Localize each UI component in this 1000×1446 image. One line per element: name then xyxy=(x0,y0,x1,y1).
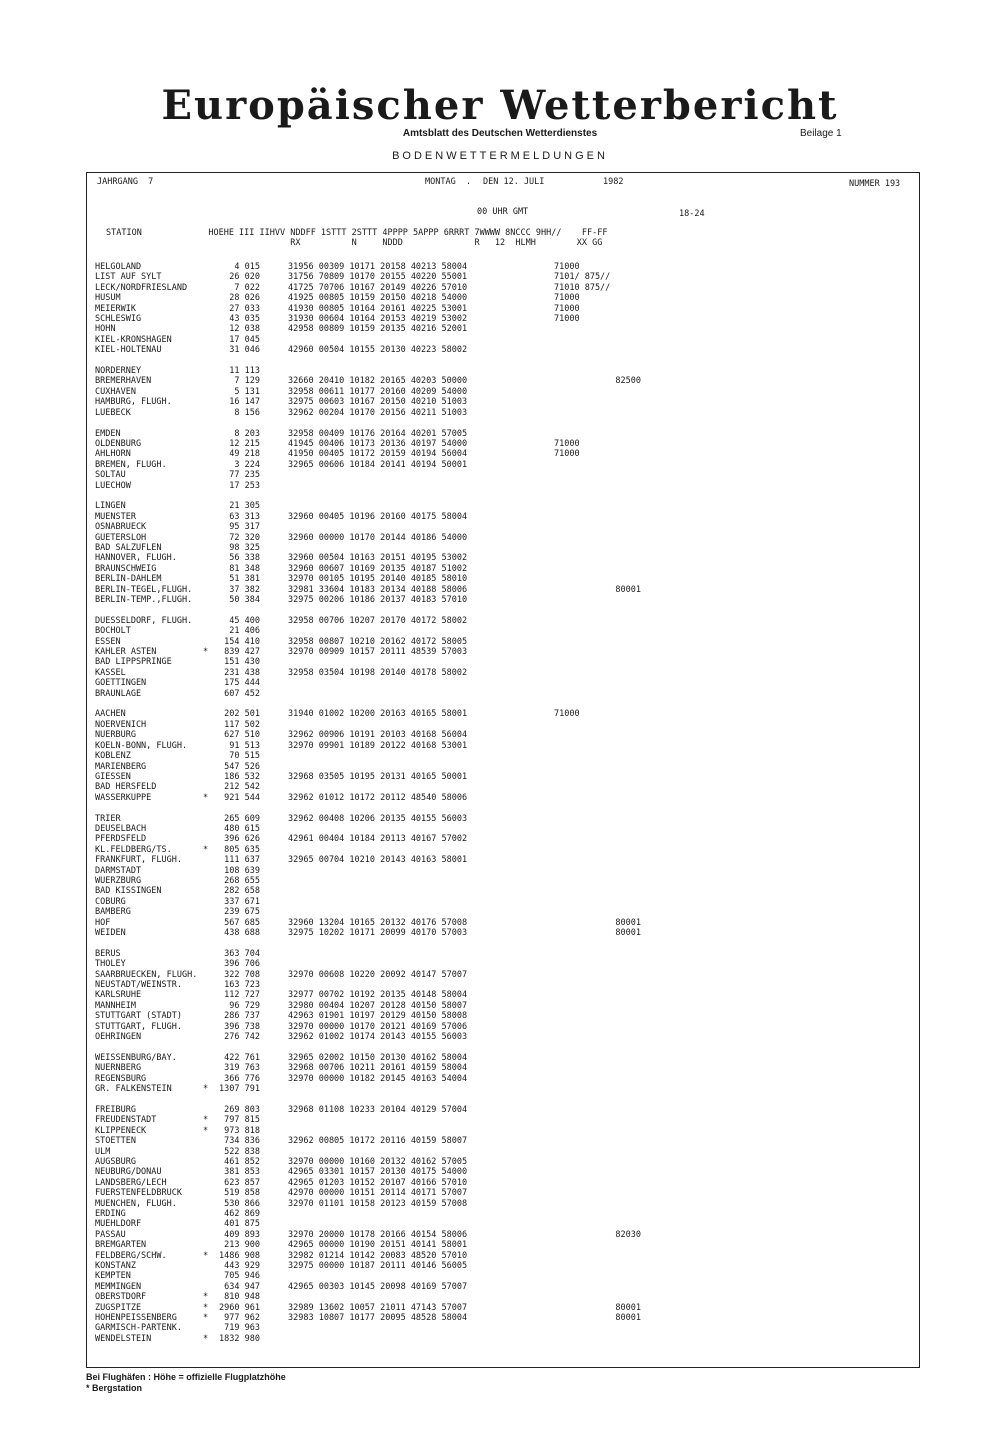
height-and-index: 719 963 xyxy=(219,1323,260,1334)
weekday-label: MONTAG . xyxy=(425,177,472,187)
height-and-index: 381 853 xyxy=(219,1167,260,1178)
station-name: LECK/NORDFRIESLAND xyxy=(95,282,188,293)
height-and-index: 396 706 xyxy=(219,959,260,970)
height-and-index: 154 410 xyxy=(219,636,260,647)
height-and-index: 4 015 xyxy=(219,262,260,272)
height-and-index: 28 026 xyxy=(219,293,260,304)
synop-groups: 32968 03505 10195 20131 40165 50001 xyxy=(288,771,468,782)
synop-groups: 31756 70809 10170 20155 40220 55001 xyxy=(288,272,468,283)
height-and-index: 462 869 xyxy=(219,1208,260,1219)
height-and-index: 461 852 xyxy=(219,1156,260,1167)
mountain-station-marker: * xyxy=(203,1115,209,1126)
height-and-index: 921 544 xyxy=(219,792,260,803)
station-name: TRIER xyxy=(95,813,121,824)
synop-groups: 42965 00000 10190 20151 40141 58001 xyxy=(288,1240,468,1251)
height-and-index: 530 866 xyxy=(219,1198,260,1209)
synop-groups: 32989 13602 10057 21011 47143 57007 xyxy=(288,1302,468,1313)
synop-groups: 32983 10807 10177 20095 48528 58004 xyxy=(288,1313,468,1324)
height-and-index: 202 501 xyxy=(219,709,260,720)
station-name: KEMPTEN xyxy=(95,1271,131,1282)
supplement-label: Beilage 1 xyxy=(800,128,842,139)
station-name: ESSEN xyxy=(95,636,121,647)
page-title: Europäischer Wetterbericht xyxy=(161,82,839,129)
station-name: LANDSBERG/LECH xyxy=(95,1177,167,1188)
height-and-index: 21 406 xyxy=(219,626,260,637)
synop-groups: 32975 00603 10167 20150 40210 51003 xyxy=(288,397,468,408)
mountain-station-marker: * xyxy=(203,1333,209,1344)
height-and-index: 567 685 xyxy=(219,917,260,928)
station-name: LUECHOW xyxy=(95,480,131,491)
synop-groups: 31956 00309 10171 20158 40213 58004 xyxy=(288,262,468,272)
extra-groups: 7101/ 875// xyxy=(554,272,611,283)
synop-groups: 32962 01002 10174 20143 40155 56003 xyxy=(288,1032,468,1043)
height-and-index: 396 738 xyxy=(219,1021,260,1032)
volume-label: JAHRGANG 7 xyxy=(97,177,154,187)
height-and-index: 8 203 xyxy=(219,428,260,439)
station-name: ZUGSPITZE xyxy=(95,1302,142,1313)
height-and-index: 213 900 xyxy=(219,1240,260,1251)
synop-groups: 32958 00807 10210 20162 40172 58005 xyxy=(288,636,468,647)
height-and-index: 282 658 xyxy=(219,886,260,897)
station-name: HOF xyxy=(95,917,111,928)
height-and-index: 50 384 xyxy=(219,595,260,605)
station-name: HANNOVER, FLUGH. xyxy=(95,553,177,564)
height-and-index: 63 313 xyxy=(219,511,260,522)
station-name: MUEHLDORF xyxy=(95,1219,142,1230)
column-header-line-2: RX N NDDD R 12 HLMH XX GG xyxy=(106,238,603,248)
station-name: BAMBERG xyxy=(95,907,131,918)
extra-groups: 71000 xyxy=(554,314,580,325)
height-and-index: 77 235 xyxy=(219,470,260,481)
extra-groups: 80001 xyxy=(554,917,641,928)
station-name: MANNHEIM xyxy=(95,1000,136,1011)
height-and-index: 522 838 xyxy=(219,1146,260,1157)
mountain-station-marker: * xyxy=(203,1313,209,1324)
station-name: KONSTANZ xyxy=(95,1261,136,1271)
station-name: MEMMINGEN xyxy=(95,1281,142,1292)
mountain-station-marker: * xyxy=(203,1250,209,1261)
station-name: GUETERSLOH xyxy=(95,532,147,543)
station-name: KARLSRUHE xyxy=(95,990,142,1001)
height-and-index: 480 615 xyxy=(219,823,260,834)
height-and-index: 49 218 xyxy=(219,449,260,460)
station-name: KOELN-BONN, FLUGH. xyxy=(95,740,188,751)
synop-groups: 32965 02002 10150 20130 40162 58004 xyxy=(288,1052,468,1063)
station-name: ULM xyxy=(95,1146,111,1157)
station-name: DARMSTADT xyxy=(95,865,142,876)
station-name: SCHLESWIG xyxy=(95,314,142,325)
height-and-index: 212 542 xyxy=(219,782,260,793)
height-and-index: 12 215 xyxy=(219,438,260,449)
height-and-index: 2960 961 xyxy=(219,1302,260,1313)
synop-groups: 32975 00000 10187 20111 40146 56005 xyxy=(288,1261,468,1271)
date-label: DEN 12. JULI xyxy=(483,177,545,187)
height-and-index: 117 502 xyxy=(219,719,260,730)
station-name: MARIENBERG xyxy=(95,761,147,772)
height-and-index: 363 704 xyxy=(219,948,260,959)
station-name: WEIDEN xyxy=(95,928,126,938)
extra-groups: 80001 xyxy=(554,1302,641,1313)
station-name: GARMISCH-PARTENK. xyxy=(95,1323,182,1334)
synop-groups: 41950 00405 10172 20159 40194 56004 xyxy=(288,449,468,460)
synop-groups: 32965 00704 10210 20143 40163 58001 xyxy=(288,855,468,866)
height-and-index: 163 723 xyxy=(219,980,260,991)
synop-groups: 32980 00404 10207 20128 40150 58007 xyxy=(288,1000,468,1011)
station-name: WUERZBURG xyxy=(95,875,142,886)
height-and-index: 810 948 xyxy=(219,1292,260,1303)
height-and-index: 27 033 xyxy=(219,303,260,314)
mountain-station-marker: * xyxy=(203,1125,209,1136)
height-and-index: 108 639 xyxy=(219,865,260,876)
station-name: HAMBURG, FLUGH. xyxy=(95,397,172,408)
station-name: OBERSTDORF xyxy=(95,1292,147,1303)
height-and-index: 8 156 xyxy=(219,407,260,418)
height-and-index: 37 382 xyxy=(219,584,260,595)
synop-groups: 41725 70706 10167 20149 40226 57010 xyxy=(288,282,468,293)
issue-number: NUMMER 193 xyxy=(849,179,901,189)
station-name: MUENSTER xyxy=(95,511,136,522)
station-name: LINGEN xyxy=(95,501,126,512)
synop-groups: 32965 00606 10184 20141 40194 50001 xyxy=(288,459,468,470)
extra-groups: 80001 xyxy=(554,584,641,595)
height-and-index: 286 737 xyxy=(219,1011,260,1022)
synop-groups: 41925 00805 10159 20150 40218 54000 xyxy=(288,293,468,304)
height-and-index: 51 381 xyxy=(219,574,260,585)
synop-groups: 32970 00000 10182 20145 40163 54004 xyxy=(288,1073,468,1084)
station-name: BREMERHAVEN xyxy=(95,376,152,387)
mountain-station-marker: * xyxy=(203,1302,209,1313)
station-name: BERLIN-DAHLEM xyxy=(95,574,162,585)
height-and-index: 337 671 xyxy=(219,896,260,907)
height-and-index: 3 224 xyxy=(219,459,260,470)
synop-groups: 42958 00809 10159 20135 40216 52001 xyxy=(288,324,468,335)
station-name: WEISSENBURG/BAY. xyxy=(95,1052,177,1063)
station-name: BREMGARTEN xyxy=(95,1240,147,1251)
synop-groups: 32960 00607 10169 20135 40187 51002 xyxy=(288,563,468,574)
synop-groups: 32960 00000 10170 20144 40186 54000 xyxy=(288,532,468,543)
synop-groups: 32970 00000 10170 20121 40169 57006 xyxy=(288,1021,468,1032)
synop-groups: 32962 00805 10172 20116 40159 58007 xyxy=(288,1136,468,1147)
station-name: GIESSEN xyxy=(95,771,131,782)
height-and-index: 16 147 xyxy=(219,397,260,408)
synop-groups: 32977 00702 10192 20135 40148 58004 xyxy=(288,990,468,1001)
synop-groups: 31940 01002 10200 20163 40165 58001 xyxy=(288,709,468,720)
station-name: AUGSBURG xyxy=(95,1156,136,1167)
station-name: HELGOLAND xyxy=(95,262,142,272)
height-and-index: 547 526 xyxy=(219,761,260,772)
extra-groups: 71000 xyxy=(554,709,580,720)
height-and-index: 839 427 xyxy=(219,647,260,658)
station-name: OSNABRUECK xyxy=(95,522,147,533)
station-name: NOERVENICH xyxy=(95,719,147,730)
station-name: REGENSBURG xyxy=(95,1073,147,1084)
height-and-index: 269 803 xyxy=(219,1104,260,1115)
height-and-index: 705 946 xyxy=(219,1271,260,1282)
height-and-index: 31 046 xyxy=(219,345,260,356)
synop-groups: 42970 00000 10151 20114 40171 57007 xyxy=(288,1188,468,1199)
station-name: KL.FELDBERG/TS. xyxy=(95,844,172,855)
synop-groups: 32968 01108 10233 20104 40129 57004 xyxy=(288,1104,468,1115)
station-name: BAD HERSFELD xyxy=(95,782,157,793)
height-and-index: 72 320 xyxy=(219,532,260,543)
synop-groups: 32975 00206 10186 20137 40183 57010 xyxy=(288,595,468,605)
subtitle: Amtsblatt des Deutschen Wetterdienstes xyxy=(402,128,598,139)
station-name: LUEBECK xyxy=(95,407,131,418)
synop-groups: 42965 01203 10152 20107 40166 57010 xyxy=(288,1177,468,1188)
synop-groups: 32958 00409 10176 20164 40201 57005 xyxy=(288,428,468,439)
height-and-index: 70 515 xyxy=(219,751,260,762)
station-name: DUESSELDORF, FLUGH. xyxy=(95,615,193,626)
station-name: BOCHOLT xyxy=(95,626,131,637)
synop-groups: 32970 20000 10178 20166 40154 58006 xyxy=(288,1229,468,1240)
height-and-index: 1832 980 xyxy=(219,1333,260,1344)
station-name: THOLEY xyxy=(95,959,126,970)
synop-groups: 32958 00706 10207 20170 40172 58002 xyxy=(288,615,468,626)
synop-groups: 41930 00805 10164 20161 40225 53001 xyxy=(288,303,468,314)
station-name: FREIBURG xyxy=(95,1104,136,1115)
synop-groups: 32981 33604 10183 20134 40188 58006 xyxy=(288,584,468,595)
observation-time: 00 UHR GMT xyxy=(477,207,529,217)
synop-groups: 42965 00303 10145 20098 40169 57007 xyxy=(288,1281,468,1292)
synop-groups: 32962 01012 10172 20112 48540 58006 xyxy=(288,792,468,803)
station-name: OLDENBURG xyxy=(95,438,142,449)
station-name: NUERNBERG xyxy=(95,1063,142,1074)
height-and-index: 111 637 xyxy=(219,855,260,866)
station-name: KLIPPENECK xyxy=(95,1125,147,1136)
synop-groups: 42960 00504 10155 20130 40223 58002 xyxy=(288,345,468,356)
report-frame xyxy=(86,172,920,1368)
station-name: CUXHAVEN xyxy=(95,386,136,397)
synop-groups: 42961 00404 10184 20113 40167 57002 xyxy=(288,834,468,845)
synop-groups: 32970 00000 10160 20132 40162 57005 xyxy=(288,1156,468,1167)
mountain-station-marker: * xyxy=(203,647,209,658)
synop-groups: 32970 00608 10220 20092 40147 57007 xyxy=(288,969,468,980)
station-name: PASSAU xyxy=(95,1229,126,1240)
height-and-index: 96 729 xyxy=(219,1000,260,1011)
station-name: MUENCHEN, FLUGH. xyxy=(95,1198,177,1209)
station-name: OEHRINGEN xyxy=(95,1032,142,1043)
station-name: KOBLENZ xyxy=(95,751,131,762)
station-name: HOHN xyxy=(95,324,116,335)
station-name: PFERDSFELD xyxy=(95,834,147,845)
station-name: NORDERNEY xyxy=(95,366,142,377)
height-and-index: 322 708 xyxy=(219,969,260,980)
station-name: SOLTAU xyxy=(95,470,126,481)
height-and-index: 45 400 xyxy=(219,615,260,626)
station-name: ERDING xyxy=(95,1208,126,1219)
station-name: MEIERWIK xyxy=(95,303,136,314)
extra-groups: 82030 xyxy=(554,1229,641,1240)
height-and-index: 443 929 xyxy=(219,1261,260,1271)
extra-groups: 71000 xyxy=(554,438,580,449)
extra-groups: 80001 xyxy=(554,928,641,938)
station-name: BREMEN, FLUGH. xyxy=(95,459,167,470)
station-name: SAARBRUECKEN, FLUGH. xyxy=(95,969,198,980)
synop-groups: 32970 00105 10195 20140 40185 58010 xyxy=(288,574,468,585)
year-label: 1982 xyxy=(603,177,624,187)
height-and-index: 1486 908 xyxy=(219,1250,260,1261)
height-and-index: 175 444 xyxy=(219,678,260,689)
height-and-index: 519 858 xyxy=(219,1188,260,1199)
station-name: FELDBERG/SCHW. xyxy=(95,1250,167,1261)
extra-groups: 71000 xyxy=(554,303,580,314)
height-and-index: 11 113 xyxy=(219,366,260,377)
station-name: GR. FALKENSTEIN xyxy=(95,1084,172,1095)
height-and-index: 438 688 xyxy=(219,928,260,938)
extra-groups: 71010 875// xyxy=(554,282,611,293)
extra-groups: 82500 xyxy=(554,376,641,387)
height-and-index: 734 836 xyxy=(219,1136,260,1147)
height-and-index: 231 438 xyxy=(219,667,260,678)
station-name: BAD SALZUFLEN xyxy=(95,542,162,553)
section-title: BODENWETTERMELDUNGEN xyxy=(392,150,608,162)
height-and-index: 268 655 xyxy=(219,875,260,886)
station-name: KAHLER ASTEN xyxy=(95,647,157,658)
station-name: BAD LIPPSPRINGE xyxy=(95,657,172,668)
mountain-station-marker: * xyxy=(203,792,209,803)
height-and-index: 17 045 xyxy=(219,334,260,345)
station-name: HUSUM xyxy=(95,293,121,304)
height-and-index: 623 857 xyxy=(219,1177,260,1188)
synop-groups: 32968 00706 10211 20161 40159 58004 xyxy=(288,1063,468,1074)
synop-groups: 32975 10202 10171 20099 40170 57003 xyxy=(288,928,468,938)
station-name: LIST AUF SYLT xyxy=(95,272,162,283)
station-name: EMDEN xyxy=(95,428,121,439)
height-and-index: 112 727 xyxy=(219,990,260,1001)
extra-time: 18-24 xyxy=(679,209,705,219)
station-name: NEUSTADT/WEINSTR. xyxy=(95,980,182,991)
station-name: AHLHORN xyxy=(95,449,131,460)
station-name: BRAUNLAGE xyxy=(95,688,142,699)
height-and-index: 239 675 xyxy=(219,907,260,918)
height-and-index: 81 348 xyxy=(219,563,260,574)
height-and-index: 56 338 xyxy=(219,553,260,564)
height-and-index: 396 626 xyxy=(219,834,260,845)
synop-groups: 31930 00604 10164 20153 40219 53002 xyxy=(288,314,468,325)
column-header-line-1: STATION HOEHE III IIHVV NDDFF 1STTT 2STTT 4PPPP 5APPP 6RRRT 7WWWW 8NCCC 9HH// FF-FF xyxy=(106,228,608,238)
height-and-index: 973 818 xyxy=(219,1125,260,1136)
height-and-index: 634 947 xyxy=(219,1281,260,1292)
station-name: BAD KISSINGEN xyxy=(95,886,162,897)
station-name: FUERSTENFELDBRUCK xyxy=(95,1188,182,1199)
height-and-index: 265 609 xyxy=(219,813,260,824)
station-name: BERLIN-TEMP.,FLUGH. xyxy=(95,595,193,605)
synop-groups: 32970 01101 10158 20123 40159 57008 xyxy=(288,1198,468,1209)
synop-groups: 32982 01214 10142 20083 48520 57010 xyxy=(288,1250,468,1261)
extra-groups: 71000 xyxy=(554,449,580,460)
station-name: WASSERKUPPE xyxy=(95,792,152,803)
height-and-index: 977 962 xyxy=(219,1313,260,1324)
synop-groups: 42963 01901 10197 20129 40150 58008 xyxy=(288,1011,468,1022)
height-and-index: 7 022 xyxy=(219,282,260,293)
synop-groups: 32960 00405 10196 20160 40175 58004 xyxy=(288,511,468,522)
height-and-index: 797 815 xyxy=(219,1115,260,1126)
synop-groups: 32960 00504 10163 20151 40195 53002 xyxy=(288,553,468,564)
height-and-index: 409 893 xyxy=(219,1229,260,1240)
station-name: DEUSELBACH xyxy=(95,823,147,834)
height-and-index: 319 763 xyxy=(219,1063,260,1074)
synop-groups: 41945 00406 10173 20136 40197 54000 xyxy=(288,438,468,449)
synop-groups: 32660 20410 10182 20165 40203 50000 xyxy=(288,376,468,387)
station-name: HOHENPEISSENBERG xyxy=(95,1313,177,1324)
height-and-index: 366 776 xyxy=(219,1073,260,1084)
extra-groups: 71000 xyxy=(554,293,580,304)
footnote-airports: Bei Flughäfen : Höhe = offizielle Flugplatzhöhe xyxy=(86,1372,286,1382)
station-name: BERLIN-TEGEL,FLUGH. xyxy=(95,584,193,595)
mountain-station-marker: * xyxy=(203,1292,209,1303)
extra-groups: 71000 xyxy=(554,262,580,272)
station-name: STUTTGART, FLUGH. xyxy=(95,1021,182,1032)
mountain-station-marker: * xyxy=(203,1084,209,1095)
station-name: NUERBURG xyxy=(95,730,136,741)
height-and-index: 627 510 xyxy=(219,730,260,741)
synop-groups: 32958 00611 10177 20160 40209 54000 xyxy=(288,386,468,397)
mountain-station-marker: * xyxy=(203,844,209,855)
height-and-index: 43 035 xyxy=(219,314,260,325)
station-name: BERUS xyxy=(95,948,121,959)
height-and-index: 401 875 xyxy=(219,1219,260,1230)
synop-groups: 32970 09901 10189 20122 40168 53001 xyxy=(288,740,468,751)
station-name: AACHEN xyxy=(95,709,126,720)
synop-groups: 32962 00906 10191 20103 40168 56004 xyxy=(288,730,468,741)
height-and-index: 21 305 xyxy=(219,501,260,512)
height-and-index: 1307 791 xyxy=(219,1084,260,1095)
height-and-index: 276 742 xyxy=(219,1032,260,1043)
station-name: STOETTEN xyxy=(95,1136,136,1147)
extra-groups: 80001 xyxy=(554,1313,641,1324)
height-and-index: 805 635 xyxy=(219,844,260,855)
height-and-index: 98 325 xyxy=(219,542,260,553)
synop-groups: 42965 03301 10157 20130 40175 54000 xyxy=(288,1167,468,1178)
synop-groups: 32970 00909 10157 20111 48539 57003 xyxy=(288,647,468,658)
station-name: KIEL-HOLTENAU xyxy=(95,345,162,356)
station-name: GOETTINGEN xyxy=(95,678,147,689)
height-and-index: 151 430 xyxy=(219,657,260,668)
height-and-index: 607 452 xyxy=(219,688,260,699)
station-name: NEUBURG/DONAU xyxy=(95,1167,162,1178)
height-and-index: 95 317 xyxy=(219,522,260,533)
station-name: KIEL-KRONSHAGEN xyxy=(95,334,172,345)
synop-groups: 32962 00204 10170 20156 40211 51003 xyxy=(288,407,468,418)
height-and-index: 91 513 xyxy=(219,740,260,751)
station-name: BRAUNSCHWEIG xyxy=(95,563,157,574)
height-and-index: 17 253 xyxy=(219,480,260,491)
footnote-mountain-station: * Bergstation xyxy=(86,1383,143,1393)
height-and-index: 7 129 xyxy=(219,376,260,387)
station-name: KASSEL xyxy=(95,667,126,678)
height-and-index: 186 532 xyxy=(219,771,260,782)
station-name: WENDELSTEIN xyxy=(95,1333,152,1344)
synop-groups: 32958 03504 10198 20140 40178 58002 xyxy=(288,667,468,678)
synop-groups: 32960 13204 10165 20132 40176 57008 xyxy=(288,917,468,928)
height-and-index: 5 131 xyxy=(219,386,260,397)
synop-groups: 32962 00408 10206 20135 40155 56003 xyxy=(288,813,468,824)
station-name: COBURG xyxy=(95,896,126,907)
station-name: FRANKFURT, FLUGH. xyxy=(95,855,182,866)
height-and-index: 26 020 xyxy=(219,272,260,283)
height-and-index: 422 761 xyxy=(219,1052,260,1063)
station-name: FREUDENSTADT xyxy=(95,1115,157,1126)
height-and-index: 12 038 xyxy=(219,324,260,335)
station-name: STUTTGART (STADT) xyxy=(95,1011,182,1022)
